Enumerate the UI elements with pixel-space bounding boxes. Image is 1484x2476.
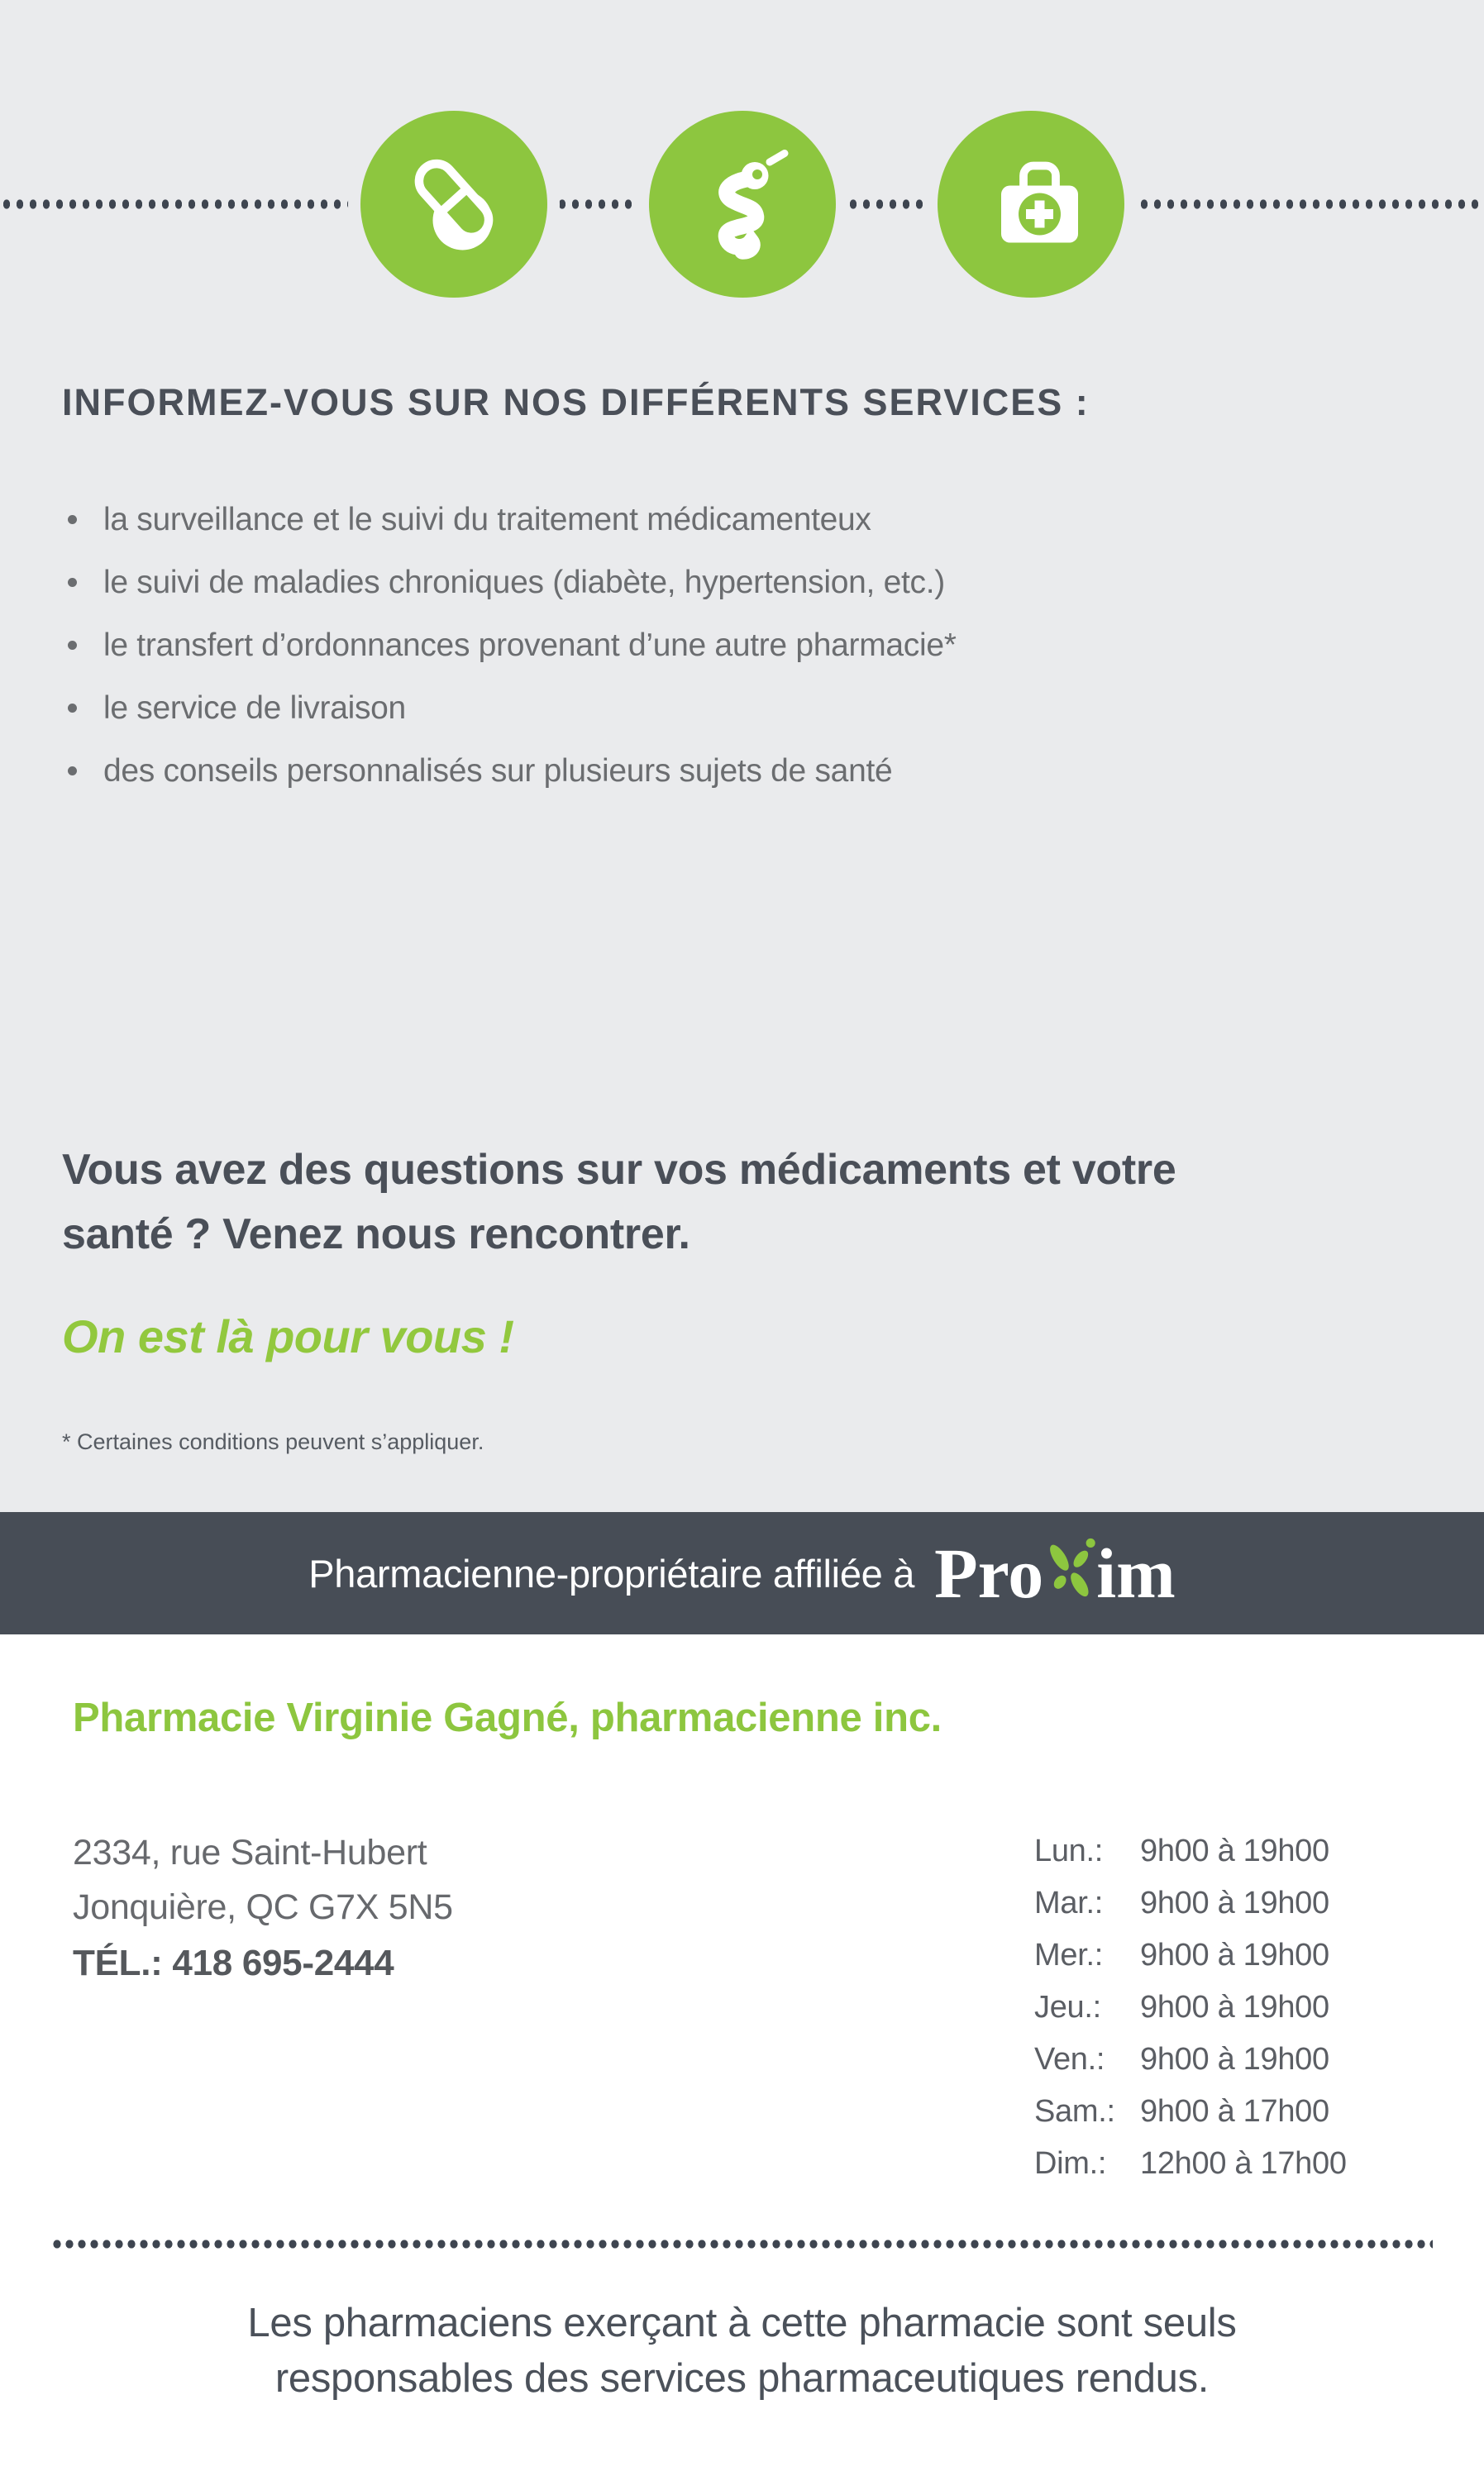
service-item <box>68 752 1484 790</box>
address-line-2: Jonquière, QC G7X 5N5 <box>73 1887 453 1928</box>
service-item-label: des conseils personnalisés sur plusieurs sujets de santé <box>103 753 893 790</box>
time-value: 12h00 à 17h00 <box>1140 2145 1347 2181</box>
question-line-1: Vous avez des questions sur vos médicaments et votre <box>62 1146 1176 1195</box>
day-label: Mer.: <box>1034 1937 1103 1973</box>
day-label: Mar.: <box>1034 1885 1103 1920</box>
pills-icon <box>392 142 516 266</box>
tagline: On est là pour vous ! <box>62 1310 514 1363</box>
disclaimer <box>0 2296 1484 2407</box>
services-heading: INFORMEZ-VOUS SUR NOS DIFFÉRENTS SERVICES : <box>62 381 1090 423</box>
service-item-label: la surveillance et le suivi du traitement médicamenteux <box>103 502 871 537</box>
time-value: 9h00 à 17h00 <box>1140 2093 1329 2129</box>
day-label: Jeu.: <box>1034 1989 1101 2025</box>
asclepius-snake-icon <box>680 142 804 266</box>
bullet-dot <box>68 515 77 524</box>
contact-section <box>0 1634 1484 2476</box>
day-label: Sam.: <box>1034 2093 1115 2129</box>
proxim-logo-text-im: im <box>1096 1534 1176 1613</box>
bullet-dot <box>68 578 77 587</box>
service-item <box>68 564 1484 602</box>
service-item-label: le suivi de maladies chroniques (diabète, hypertension, etc.) <box>103 565 945 601</box>
company-name: Pharmacie Virginie Gagné, pharmacienne inc. <box>73 1696 942 1740</box>
bullet-dot <box>68 766 77 775</box>
dotted-divider-bottom <box>51 2240 1433 2249</box>
service-item <box>68 627 1484 665</box>
time-value: 9h00 à 19h00 <box>1140 1885 1329 1920</box>
contact-info-row <box>73 1825 1408 2190</box>
service-item-label: le service de livraison <box>103 690 406 727</box>
disclaimer-line-1: Les pharmaciens exerçant à cette pharmacie sont seuls <box>247 2301 1237 2345</box>
address-block <box>73 1825 453 1992</box>
day-label: Dim.: <box>1034 2145 1107 2181</box>
question-text <box>62 1138 1484 1267</box>
proxim-logo <box>934 1530 1176 1616</box>
bullet-dot <box>68 704 77 713</box>
footnote: * Certaines conditions peuvent s’appliquer. <box>62 1429 484 1455</box>
time-value: 9h00 à 19h00 <box>1140 1989 1329 2025</box>
service-item-label: le transfert d’ordonnances provenant d’une autre pharmacie* <box>103 627 957 664</box>
time-value: 9h00 à 19h00 <box>1140 1833 1329 1868</box>
time-value: 9h00 à 19h00 <box>1140 2041 1329 2077</box>
first-aid-kit-icon <box>969 142 1093 266</box>
opening-hours-table <box>1034 1825 1408 2190</box>
icon-row <box>0 111 1484 298</box>
pills-icon-circle <box>360 111 547 298</box>
disclaimer-line-2: responsables des services pharmaceutiques rendus. <box>274 2356 1210 2401</box>
first-aid-icon-circle <box>938 111 1124 298</box>
affiliation-text: Pharmacienne-propriétaire affiliée à <box>308 1551 915 1596</box>
icons-area <box>0 0 1484 298</box>
affiliation-band <box>0 1512 1484 1634</box>
proxim-x-leaves-icon <box>1039 1527 1100 1613</box>
services-list <box>68 501 1484 790</box>
snake-icon-circle <box>649 111 836 298</box>
day-label: Ven.: <box>1034 2041 1105 2077</box>
bullet-dot <box>68 641 77 650</box>
question-line-2: santé ? Venez nous rencontrer. <box>62 1210 690 1259</box>
service-item <box>68 501 1484 539</box>
proxim-logo-text-pro: Pro <box>934 1534 1044 1613</box>
time-value: 9h00 à 19h00 <box>1140 1937 1329 1973</box>
address-line-1: 2334, rue Saint-Hubert <box>73 1832 427 1873</box>
phone-line: TÉL.: 418 695-2444 <box>73 1943 394 1984</box>
service-item <box>68 689 1484 728</box>
day-label: Lun.: <box>1034 1833 1104 1868</box>
